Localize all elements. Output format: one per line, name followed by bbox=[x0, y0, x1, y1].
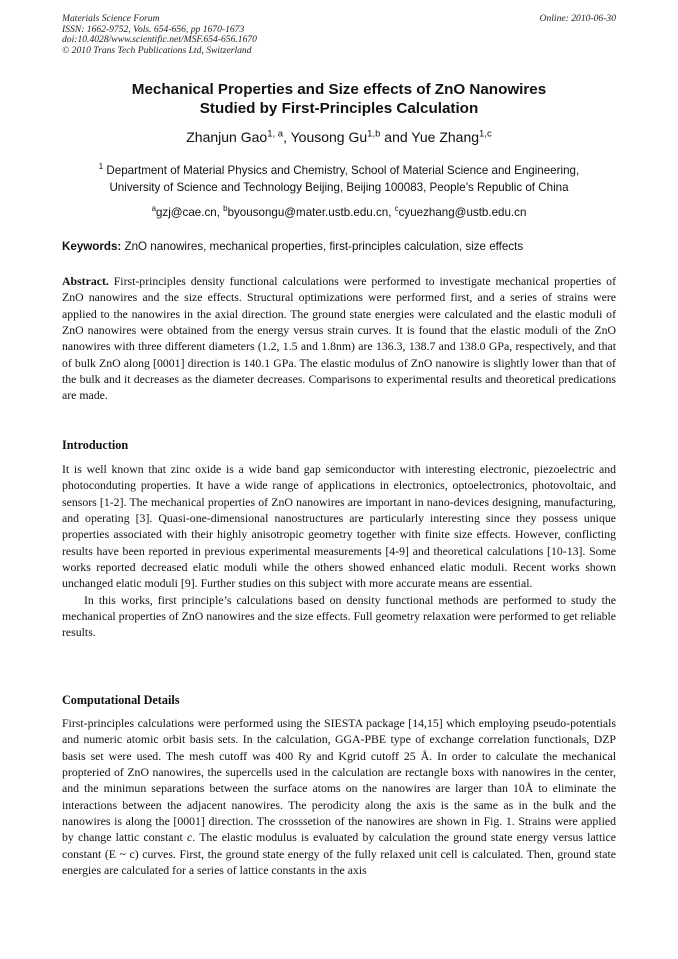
computational-details-body bbox=[62, 715, 616, 878]
author-separator: , bbox=[283, 129, 291, 145]
email-address: cyuezhang@ustb.edu.cn bbox=[398, 206, 527, 219]
title-line-2: Studied by First-Principles Calculation bbox=[199, 100, 479, 117]
affiliation-line-1 bbox=[40, 162, 638, 179]
affiliation-text: Department of Material Physics and Chemistry, School of Material Science and Engineering, bbox=[103, 164, 580, 177]
computational-paragraph-1 bbox=[62, 715, 616, 878]
email-address: byousongu@mater.ustb.edu.cn, bbox=[227, 206, 395, 219]
paper-title bbox=[40, 80, 638, 118]
online-date: Online: 2010-06-30 bbox=[539, 13, 616, 24]
introduction-heading: Introduction bbox=[62, 438, 129, 452]
doi-info: doi:10.4028/www.scientific.net/MSF.654-656.1670 bbox=[62, 34, 257, 46]
author-name: Yousong Gu bbox=[290, 129, 368, 145]
author-affiliation-mark: 1,b bbox=[367, 128, 381, 140]
issn-info: ISSN: 1662-9752, Vols. 654-656, pp 1670-1673 bbox=[62, 23, 245, 35]
journal-name: Materials Science Forum bbox=[62, 13, 160, 24]
email-mark: c bbox=[394, 204, 399, 214]
computational-text-cont: . The elastic modulus is evaluated by calculation the ground state energy versus lattice constant (E ~ c) curves. First, the ground state energy of the fully relaxed unit cell is calculated. Then, ground state energies are calculated for a series of lattice constants in the axis bbox=[62, 830, 616, 878]
keywords bbox=[62, 238, 616, 255]
email-mark: b bbox=[223, 204, 228, 214]
email-address: gzj@cae.cn, bbox=[155, 206, 224, 219]
publication-info bbox=[62, 14, 616, 56]
author-name: Yue Zhang bbox=[411, 129, 480, 145]
author-name: Zhanjun Gao bbox=[186, 129, 268, 145]
introduction-paragraph-1: It is well known that zinc oxide is a wide band gap semiconductor with interesting electronic, piezoelectric and photoconduting properties. It have a wide range of applications in electronics, optoelectronics, photovoltaic, and sensors [1-2]. The mechanical properties of ZnO nanowires are important in nano-devices designing, manufacturing, and operating [3]. Quasi-one-dimensional nanostructures are particularly interesting since they possess unique properties associated with their highly anisotropic geometry together with finite size effects. However, conflicting results have been reported in previous experimental measurements [4-9] and theoretical calculations [10-13]. Some works reported decreased elatic moduli while the others showed enhanced elatic moduli. Recent works shown unchanged elatic moduli [9]. Further studies on this subject with more accurate means are essential. bbox=[62, 462, 616, 591]
affiliation-line-2: University of Science and Technology Beijing, Beijing 100083, People’s Republic of China bbox=[109, 181, 569, 194]
affiliation-mark: 1 bbox=[98, 162, 104, 172]
computational-details-heading: Computational Details bbox=[62, 693, 180, 707]
abstract bbox=[62, 273, 616, 404]
author-separator: and bbox=[380, 129, 412, 145]
publication-header bbox=[62, 14, 616, 56]
abstract-label: Abstract. bbox=[62, 274, 109, 288]
author-emails bbox=[40, 204, 638, 221]
email-mark: a bbox=[151, 204, 156, 214]
abstract-text: First-principles density functional calculations were performed to investigate mechanical properties of ZnO nanowires and the size effects. Structural optimizations were performed first, and a series of strains were applied to the nanowires in the axial direction. The ground state energies were calculated and the elastic moduli of ZnO nanowires were obtained from the energy versus strain curves. It is found that the elastic moduli of the ZnO nanowires with three different diameters (1.2, 1.5 and 1.8nm) are 136.3, 138.7 and 138.0 GPa, respectively, and that of bulk ZnO along [0001] direction is 140.1 GPa. The elastic modulus of ZnO nanowire is slightly lower than that of the bulk and it decreases as the diameter decreases. Comparisons to experimental results and theoretical predications are made. bbox=[62, 274, 616, 403]
author-list bbox=[40, 128, 638, 146]
author-affiliation-mark: 1,c bbox=[479, 128, 492, 140]
title-line-1: Mechanical Properties and Size effects of ZnO Nanowires bbox=[131, 81, 547, 98]
introduction-paragraph-2: In this works, first principle’s calculations based on density functional methods are performed to study the mechanical properties of ZnO nanowires and the size effects. Full geometry relaxation were performed to get reliable results. bbox=[62, 592, 616, 640]
affiliation bbox=[40, 162, 638, 196]
lattice-symbol: c bbox=[187, 830, 193, 845]
introduction-body bbox=[62, 461, 616, 641]
author-affiliation-mark: 1, a bbox=[267, 128, 284, 140]
copyright-info: © 2010 Trans Tech Publications Ltd, Switzerland bbox=[62, 44, 252, 56]
keywords-label: Keywords: bbox=[62, 240, 122, 253]
computational-text: First-principles calculations were performed using the SIESTA package [14,15] which employing pseudo-potentials and numeric atomic orbit basis sets. In the calculation, GGA-PBE type of exchange correlation functionals, DZP basis set were used. The mesh cutoff was 400 Ry and Kgrid cutoff 25 Å. In order to calculate the mechanical propteried of ZnO nanowires, the supercells used in the calculation are rectangle boxs with nanowires in the center, and the minimun separations between the surface atoms on the nanowires are larger than 10Å to eliminate the interactions between the adjacent nanowires. The perodicity along the axis is the same as in the bulk and the nanowires is along the [0001] direction. The crosssetion of the nanowires are shown in Fig. 1. Strains were applied by change lattic constant bbox=[62, 716, 616, 845]
keywords-text: ZnO nanowires, mechanical properties, first-principles calculation, size effects bbox=[121, 240, 524, 253]
